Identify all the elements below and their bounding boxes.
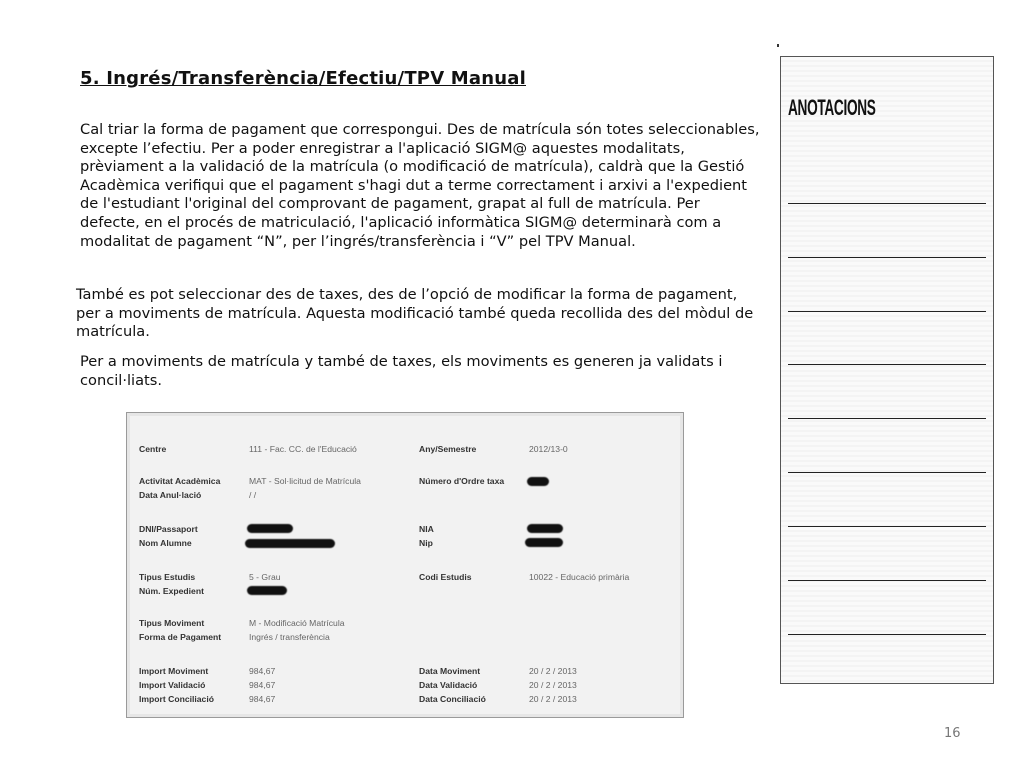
note-line	[788, 364, 986, 365]
redacted-ordre-taxa	[527, 477, 549, 486]
value-tipus-moviment: M - Modificació Matrícula	[249, 618, 345, 628]
value-data-conciliacio: 20 / 2 / 2013	[529, 694, 577, 704]
value-activitat-academica: MAT - Sol·licitud de Matrícula	[249, 476, 361, 486]
value-tipus-estudis: 5 - Grau	[249, 572, 281, 582]
label-nip: Nip	[419, 538, 433, 548]
value-centre: 111 - Fac. CC. de l'Educació	[249, 444, 357, 454]
label-dni-passaport: DNI/Passaport	[139, 524, 198, 534]
redacted-nom-alumne	[245, 539, 335, 548]
note-line	[788, 634, 986, 635]
anotacions-panel	[780, 56, 994, 684]
value-codi-estudis: 10022 - Educació primària	[529, 572, 630, 582]
label-any-semestre: Any/Semestre	[419, 444, 477, 454]
label-centre: Centre	[139, 444, 167, 454]
value-data-anul-lacio: / /	[249, 490, 257, 500]
notes-corner-mark	[777, 44, 779, 47]
section-title: 5. Ingrés/Transferència/Efectiu/TPV Manual	[80, 68, 526, 89]
record-screenshot	[126, 412, 684, 718]
label-data-validacio: Data Validació	[419, 680, 478, 690]
note-line	[788, 526, 986, 527]
value-data-validacio: 20 / 2 / 2013	[529, 680, 577, 690]
value-import-moviment: 984,67	[249, 666, 276, 676]
value-import-conciliacio: 984,67	[249, 694, 276, 704]
label-nom-alumne: Nom Alumne	[139, 538, 192, 548]
label-tipus-moviment: Tipus Moviment	[139, 618, 205, 628]
value-forma-de-pagament: Ingrés / transferència	[249, 632, 330, 642]
label-data-moviment: Data Moviment	[419, 666, 481, 676]
paragraph-payment-method: Cal triar la forma de pagament que correspongui. Des de matrícula són totes seleccionables, excepte l’efectiu. Per a poder enregistrar a l'aplicació SIGM@ aquestes modalitats, prèviament a la validació de la matrícula (o modificació de matrícula), caldrà que la Gestió Acadèmica verifiqui que el pagament s'hagi dut a terme correctament i arxivi a l'expedient de l'estudiant l'original del comprovant de pagament, grapat al full de matrícula. Per defecte, en el procés de matriculació, l'aplicació informàtica SIGM@ determinarà com a modalitat de pagament “N”, per l’ingrés/transferència i “V” pel TPV Manual.	[80, 121, 760, 250]
anotacions-title: ANOTACIONS	[788, 95, 876, 120]
redacted-nip	[525, 538, 563, 547]
label-num-expedient: Núm. Expedient	[139, 586, 204, 596]
note-line	[788, 257, 986, 258]
label-numero-ordre-taxa: Número d'Ordre taxa	[419, 476, 505, 486]
paragraph-fees-modification: També es pot seleccionar des de taxes, des de l’opció de modificar la forma de pagament, per a moviments de matrícula. Aquesta modificació també queda recollida des del mòdul de matrícula.	[76, 286, 754, 341]
page-number: 16	[944, 726, 961, 741]
note-line	[788, 580, 986, 581]
value-import-validacio: 984,67	[249, 680, 276, 690]
paragraph-validated-movements: Per a moviments de matrícula y també de taxes, els moviments es generen ja validats i concil·liats.	[80, 353, 723, 389]
label-import-validacio: Import Validació	[139, 680, 206, 690]
note-line	[788, 311, 986, 312]
label-codi-estudis: Codi Estudis	[419, 572, 472, 582]
label-tipus-estudis: Tipus Estudis	[139, 572, 196, 582]
label-data-conciliacio: Data Conciliació	[419, 694, 486, 704]
label-import-moviment: Import Moviment	[139, 666, 209, 676]
note-line	[788, 203, 986, 204]
note-line	[788, 418, 986, 419]
value-any-semestre: 2012/13-0	[529, 444, 568, 454]
label-activitat-academica: Activitat Acadèmica	[139, 476, 221, 486]
label-forma-de-pagament: Forma de Pagament	[139, 632, 222, 642]
redacted-nia	[527, 524, 563, 533]
redacted-dni	[247, 524, 293, 533]
label-nia: NIA	[419, 524, 434, 534]
label-data-anul-lacio: Data Anul·lació	[139, 490, 202, 500]
value-data-moviment: 20 / 2 / 2013	[529, 666, 577, 676]
note-line	[788, 472, 986, 473]
redacted-expedient	[247, 586, 287, 595]
label-import-conciliacio: Import Conciliació	[139, 694, 214, 704]
